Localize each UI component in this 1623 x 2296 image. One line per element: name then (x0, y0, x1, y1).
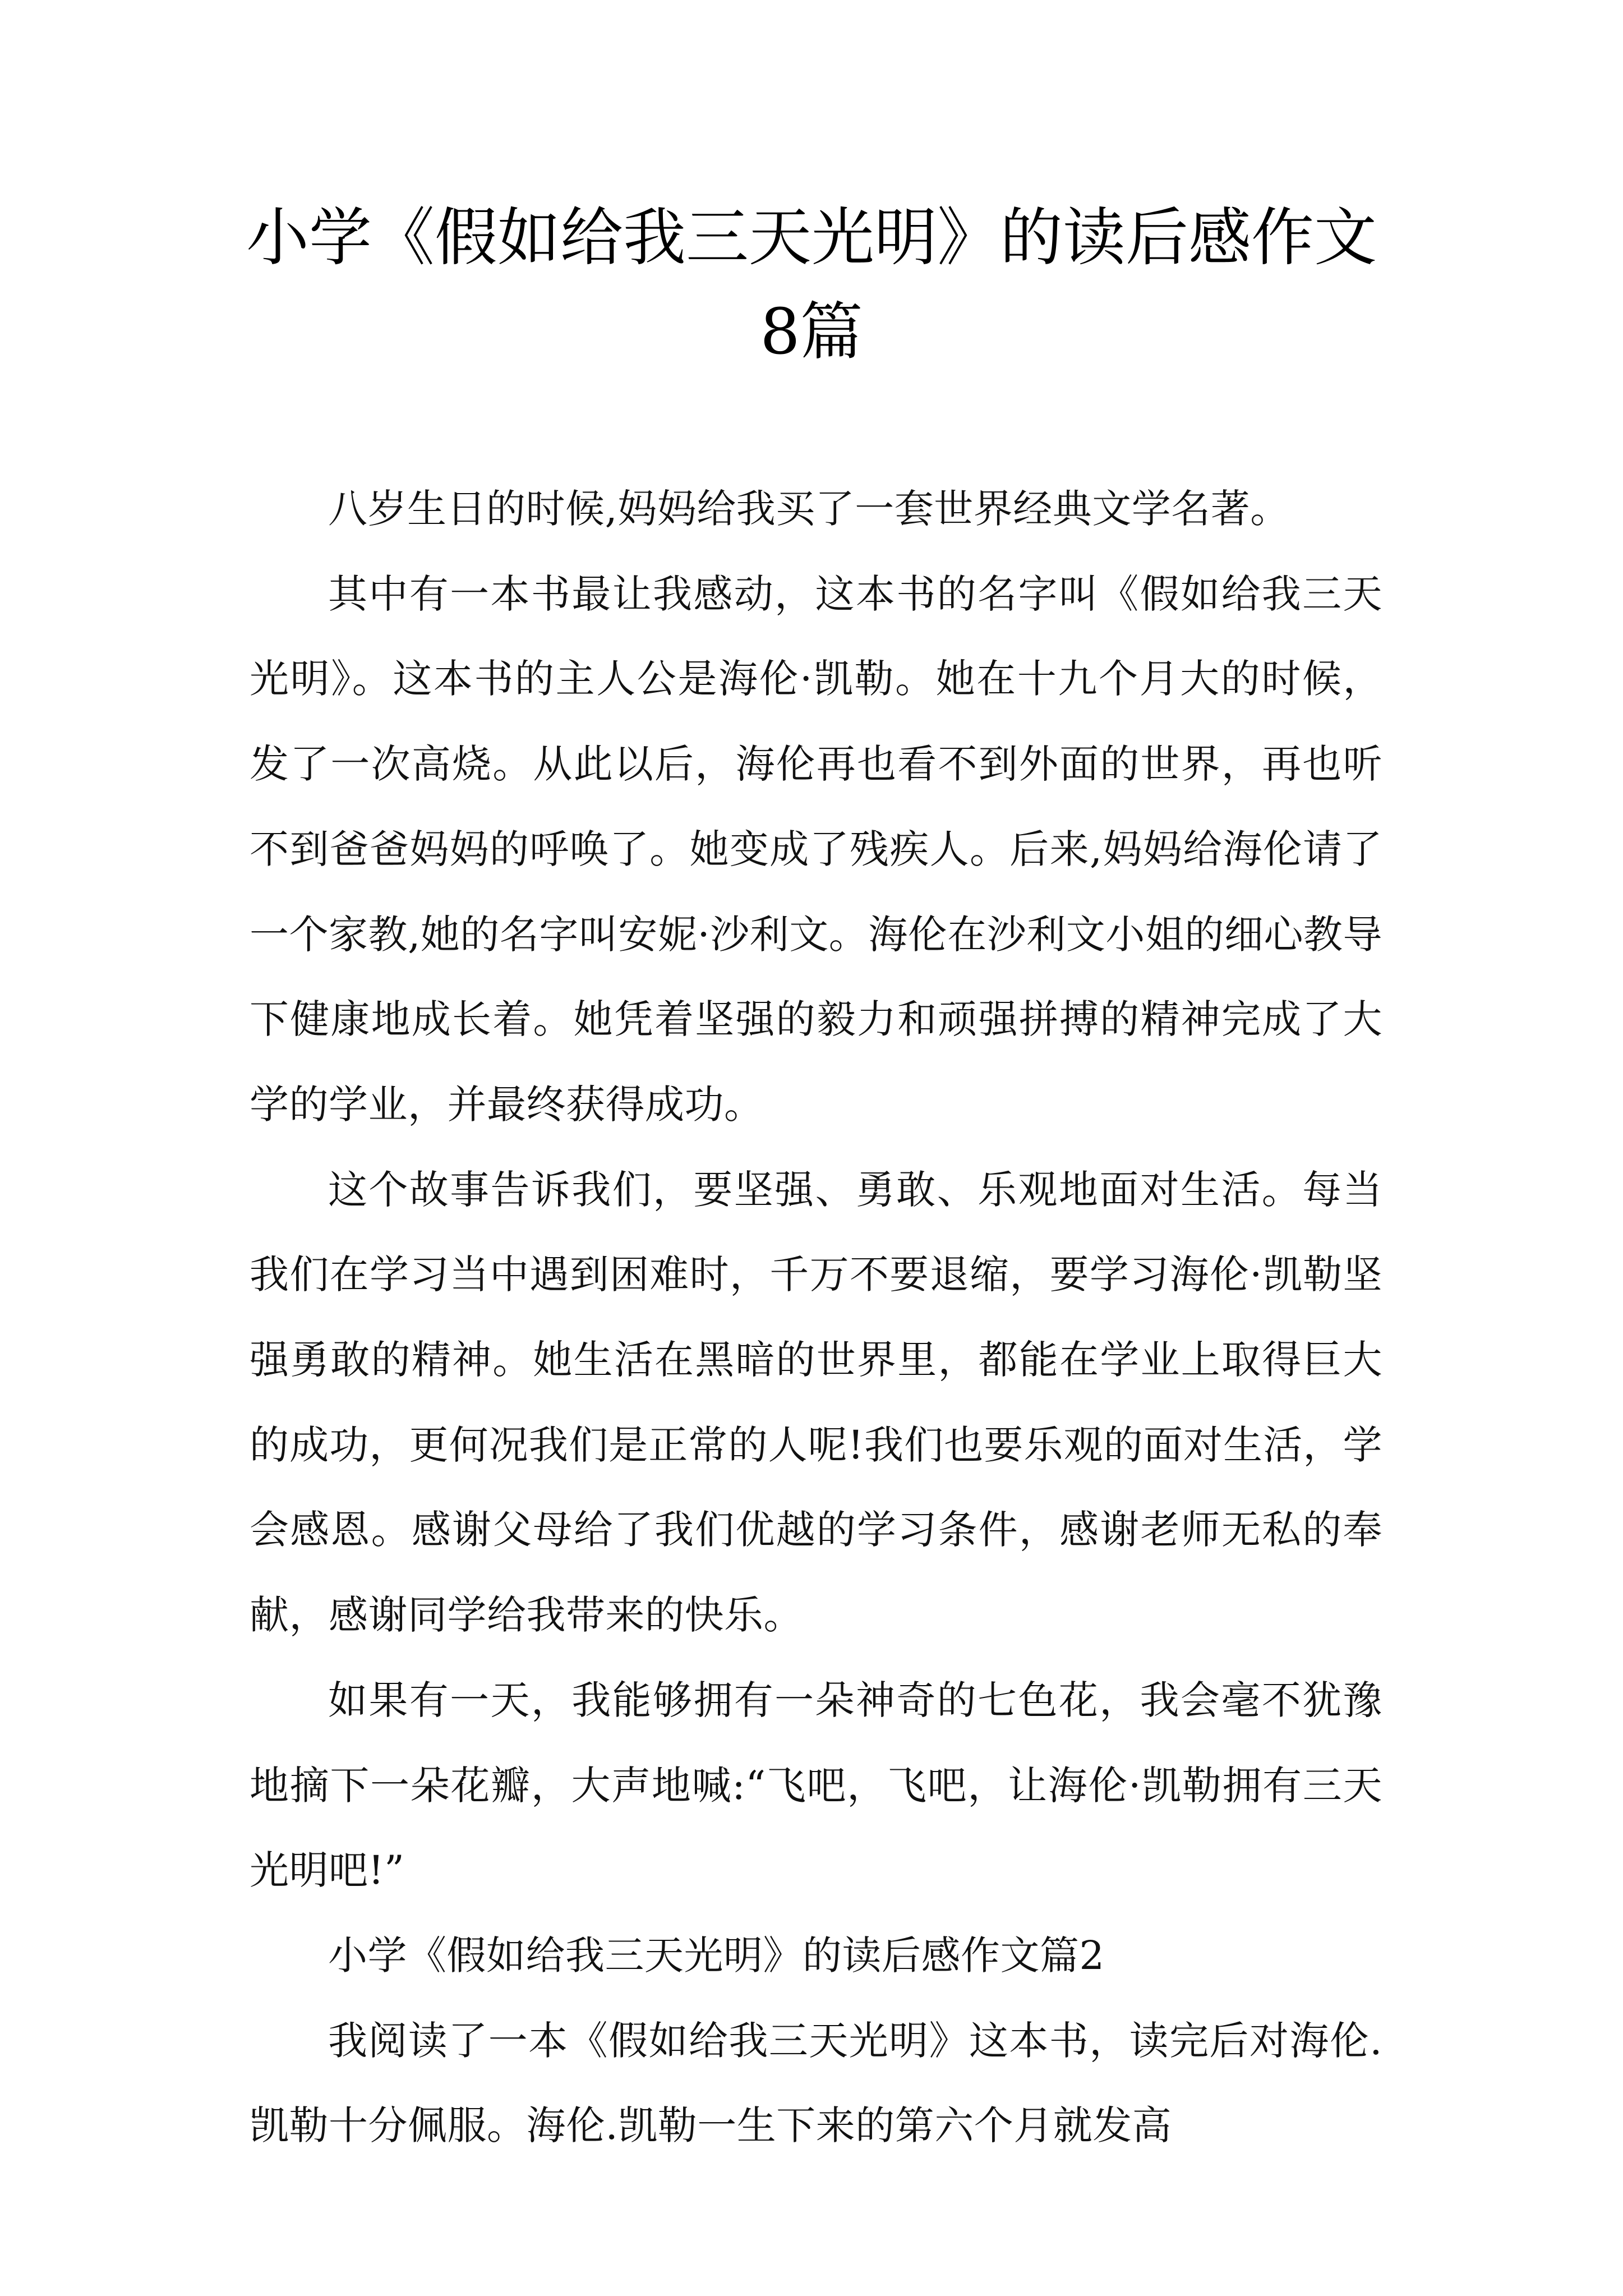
document-body (250, 467, 1382, 2169)
paragraph-5: 我阅读了一本《假如给我三天光明》这本书，读完后对海伦.凯勒十分佩服。海伦.凯勒一生下来的第六个月就发高 (250, 2017, 1382, 2149)
paragraph-4: 如果有一天，我能够拥有一朵神奇的七色花，我会毫不犹豫地摘下一朵花瓣，大声地喊:“飞吧，飞吧，让海伦·凯勒拥有三天光明吧!” (250, 1677, 1382, 1894)
section-heading-2: 小学《假如给我三天光明》的读后感作文篇2 (328, 1932, 1105, 1978)
document-title: 小学《假如给我三天光明》的读后感作文8篇 (246, 201, 1377, 369)
paragraph-2: 其中有一本书最让我感动，这本书的名字叫《假如给我三天光明》。这本书的主人公是海伦·凯勒。她在十九个月大的时候，发了一次高烧。从此以后，海伦再也看不到外面的世界，再也听不到爸爸妈妈的呼唤了。她变成了残疾人。后来,妈妈给海伦请了一个家教,她的名字叫安妮·沙利文。海伦在沙利文小姐的细心教导下健康地成长着。她凭着坚强的毅力和顽强拼搏的精神完成了大学的学业，并最终获得成功。 (250, 570, 1382, 1128)
paragraph-3: 这个故事告诉我们，要坚强、勇敢、乐观地面对生活。每当我们在学习当中遇到困难时，千万不要退缩，要学习海伦·凯勒坚强勇敢的精神。她生活在黑暗的世界里，都能在学业上取得巨大的成功，更何况我们是正常的人呢!我们也要乐观的面对生活，学会感恩。感谢父母给了我们优越的学习条件，感谢老师无私的奉献，感谢同学给我带来的快乐。 (250, 1166, 1382, 1639)
paragraph-1: 八岁生日的时候,妈妈给我买了一套世界经典文学名著。 (328, 486, 1290, 532)
